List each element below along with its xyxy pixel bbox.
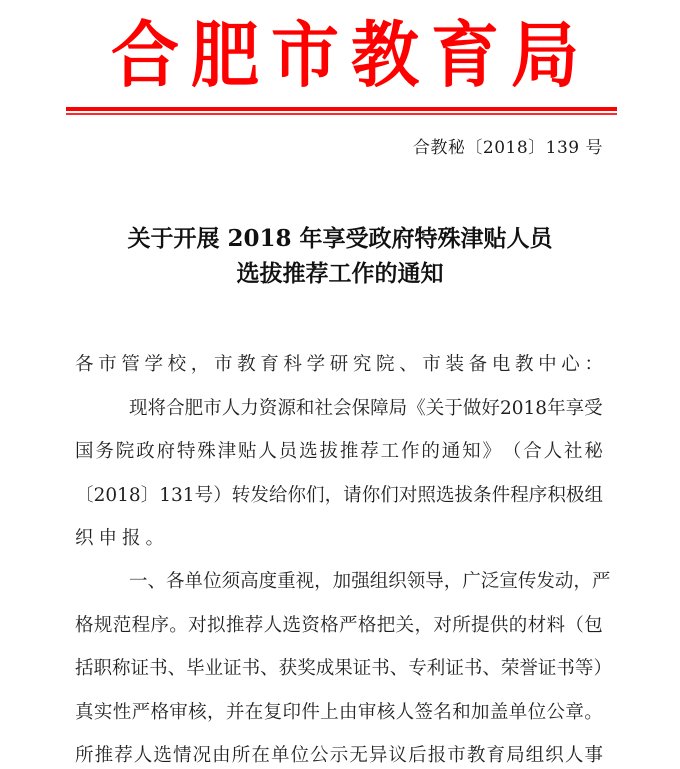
paragraph-2-line: 一 、 各 单 位 须 高 度 重 视 ， 加 强 组 织 领 导 ， 广 泛 宣 传 发 动 ， 严 xyxy=(129,571,611,592)
letterhead-char: 教 xyxy=(350,14,419,99)
letterhead-char: 局 xyxy=(510,14,579,99)
paragraph-2-line: 格 规 范 程 序 。 对 拟 推 荐 人 选 资 格 严 格 把 关 ， 对 所 提 供 的 材 料 （ 包 xyxy=(75,615,603,636)
letterhead-divider-thick xyxy=(66,107,617,111)
letterhead-divider-thin xyxy=(66,113,617,115)
paragraph-1-line: 现 将 合 肥 市 人 力 资 源 和 社 会 保 障 局 《 关 于 做 好 2018 年 享 受 xyxy=(129,398,603,419)
document-title-line-1: 关于开展 2018 年享受政府特殊津贴人员 xyxy=(127,225,553,252)
paragraph-2-line: 真 实 性 严 格 审 核 ， 并 在 复 印 件 上 由 审 核 人 签 名 和 加 盖 单 位 公 章 。 xyxy=(75,702,603,723)
letterhead-char: 合 xyxy=(110,14,179,99)
addressee-line: 各 市 管 学 校 ， 市 教 育 科 学 研 究 院 、 市 装 备 电 教 中 心 ： xyxy=(75,354,603,375)
paragraph-1-line: 国 务 院 政 府 特 殊 津 贴 人 员 选 拔 推 荐 工 作 的 通 知 》 （ 合 人 社 秘 xyxy=(75,441,603,462)
letterhead-char: 肥 xyxy=(190,14,259,99)
letterhead-char: 育 xyxy=(430,14,499,99)
paragraph-1-line: 织申报。 xyxy=(75,528,170,549)
paragraph-1-line: 〔 2018 〕 131 号 ） 转 发 给 你 们 ， 请 你 们 对 照 选 拔 条 件 程 序 积 极 组 xyxy=(75,485,603,506)
paragraph-2-line: 所 推 荐 人 选 情 况 由 所 在 单 位 公 示 无 异 议 后 报 市 教 育 局 组 织 人 事 xyxy=(75,745,603,766)
document-number: 合教秘〔2018〕139 号 xyxy=(412,138,603,158)
paragraph-2-line: 括 职 称 证 书 、 毕 业 证 书 、 获 奖 成 果 证 书 、 专 利 证 书 、 荣 誉 证 书 等 ） xyxy=(75,658,612,679)
document-title-line-2: 选拔推荐工作的通知 xyxy=(236,260,444,287)
letterhead-char: 市 xyxy=(270,14,339,99)
letterhead-org-name xyxy=(110,14,580,98)
